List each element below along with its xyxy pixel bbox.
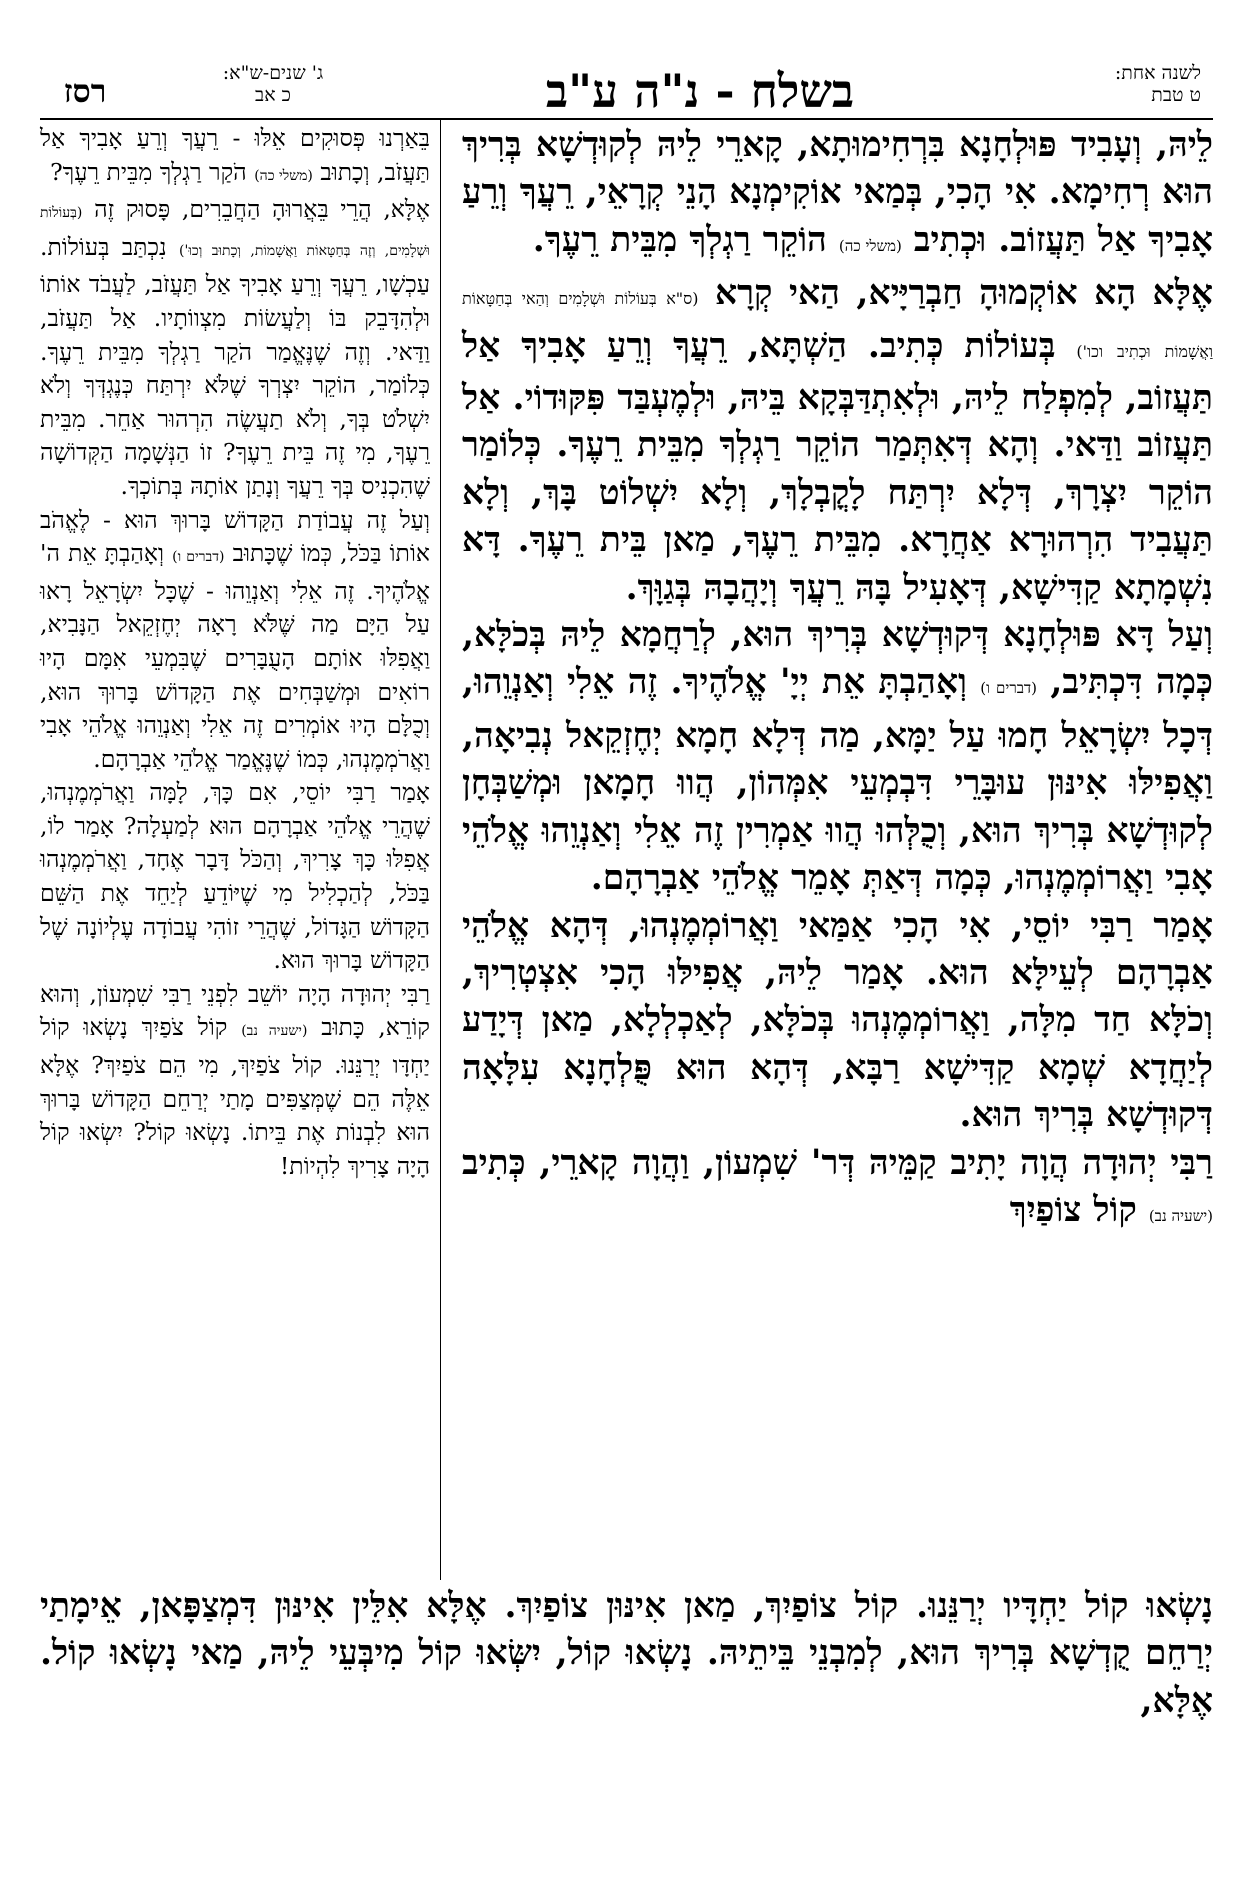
page-title: בשלח - נ"ה ע"ב [545,64,855,118]
translation-paragraph: בֵּאַרְנוּ פְּסוּקִים אֵלּוּ - רֵעֲךָ וְרֵעַ אָבִיךָ אַל תַּעֲזֹב, וְכָתוּב (משלי כה) הֹקַר רַגְלְךָ מִבֵּית רֵעֶךָ? [40,124,430,186]
main-paragraph-continuation: נָשְׂאוּ קוֹל יַחְדָּיו יְרַנֵּנוּ. קוֹל צוֹפַיִךְ, מַאן אִינּוּן צוֹפַיִךְ. אֶלָּא אִלֵּין אִינּוּן דִּמְצַפָּאן, אֵימָתַי יְרַחֵם קֻדְשָׁא בְּרִיךְ הוּא, לְמִבְנֵי בֵּיתֵיהּ. נָשְׂאוּ קוֹל, יִשְּׂאוּ קוֹל מִיבְּעֵי לֵיהּ, מַאי נָשְׂאוּ קוֹל. אֶלָּא, [40,1586,1213,1721]
verse-reference: (ישעיה נב) [1148,1206,1213,1225]
header-three-years-label: ג' שנים-ש"א: [222,62,324,84]
variant-note: (בְּעוֹלוֹת וּשְׁלָמִים, וְזֶה בְּחַטָּאוֹת וַאֲשָׁמוֹת, וְכָתוּב וְכוּ') [40,205,430,259]
main-paragraph: אֶלָּא הָא אוֹקְמוּהָ חַבְרַיָּיא, הַאי קְרָא (ס"א בְּעוֹלוֹת וּשְׁלָמִים וְהַאי בְּחַטָּאוֹת וַאֲשָׁמוֹת וּכְתִיב וכו') בְּעוֹלוֹת כְּתִיב. הַשְׁתָּא, רֵעֲךָ וְרֵעַ אָבִיךָ אַל תַּעֲזוֹב, לְמִפְלַח לֵיהּ, וּלְאִתְדַּבְּקָא בֵּיהּ, וּלְמֶעְבַּד פִּקּוּדוֹי. אַל תַּעֲזוֹב וַדַּאי. וְהָא דְּאִתְּמַר הוֹקֵר רַגְלְךָ מִבֵּית רֵעֶךָ. כְּלוֹמַר הוֹקֵר יִצְרָךְ, דְּלָא יִרְתַּח לָקֳבְלָךְ, וְלָא יִשְׁלוֹט בָּךְ, וְלָא תַּעֲבִיד הִרְהוּרָא אַחֲרָא. מִבֵּית רֵעֶךָ, מַאן בֵּית רֵעֶךָ. דָּא נִשְׁמָתָא קַדִּישָׁא, דְּאָעִיל בָּהּ רֵעֲךָ וְיָהֲבָהּ בְּגַוָּךְ. [462,273,1213,608]
variant-note: (ס"א בְּעוֹלוֹת וּשְׁלָמִים וְהַאי בְּחַטָּאוֹת וַאֲשָׁמוֹת וּכְתִיב וכו') [462,289,1213,361]
translation-paragraph: רַבִּי יְהוּדָה הָיָה יוֹשֵׁב לִפְנֵי רַבִּי שִׁמְעוֹן, וְהוּא קוֹרֵא, כָּתוּב (ישעיה נב) קוֹל צֹפַיִךְ נָשְׂאוּ קוֹל יַחְדָּו יְרַנֵּנוּ. קוֹל צֹפַיִךְ, מִי הֵם צֹפַיִךְ? אֶלָּא אֵלֶּה הֵם שֶׁמְּצַפִּים מָתַי יְרַחֵם הַקָּדוֹשׁ בָּרוּךְ הוּא לִבְנוֹת אֶת בֵּיתוֹ. נָשְׂאוּ קוֹל? יִשְׂאוּ קוֹל הָיָה צָרִיךְ לִהְיוֹת! [40,979,430,1180]
verse-reference: (דברים ו) [980,679,1037,698]
verse-reference: (משלי כה) [254,167,313,184]
main-text-column [462,122,1213,1240]
header-one-year-label: לשנה אחת: [1114,62,1201,84]
main-paragraph: רַבִּי יְהוּדָה הֲוָה יָתִיב קַמֵּיהּ דְּר' שִׁמְעוֹן, וַהֲוָה קָארֵי, כְּתִיב (ישעיה נב) קוֹל צוֹפַיִךְ [462,1142,1213,1230]
header-one-year-date: ט טבת [1151,84,1201,106]
header-study-schedule-three-years [178,62,368,120]
verse-reference: (משלי כה) [838,236,902,255]
verse-reference: (ישעיה נב) [241,1023,308,1040]
header-three-years-date: כ אב [255,84,291,106]
translation-column [40,122,430,1183]
main-paragraph: לֵיהּ, וְעָבִיד פּוּלְחָנָא בִּרְחִימוּתָא, קָארֵי לֵיהּ לְקוּדְשָׁא בְּרִיךְ הוּא רְחִימָא. אִי הָכִי, בְּמַאי אוֹקִימְנָא הָנֵי קְרָאֵי, רֵעֲךָ וְרֵעַ אָבִיךָ אַל תַּעֲזוֹב. וּכְתִיב (משלי כה) הוֹקֵר רַגְלְךָ מִבֵּית רֵעֶךָ. [462,125,1213,260]
header-divider [40,118,1213,120]
translation-paragraph: וְעַל זֶה עֲבוֹדַת הַקָּדוֹשׁ בָּרוּךְ הוּא - לֶאֱהֹב אוֹתוֹ בַּכֹּל, כְּמוֹ שֶׁכָּתוּב (דברים ו) וְאָהַבְתָּ אֵת ה' אֱלֹהֶיךָ. זֶה אֵלִי וְאַנְוֵהוּ - שֶׁכָּל יִשְׂרָאֵל רָאוּ עַל הַיָּם מַה שֶּׁלֹּא רָאָה יְחֶזְקֵאל הַנָּבִיא, וַאֲפִלּוּ אוֹתָם הָעֻבָּרִים שֶׁבִּמְעֵי אִמָּם הָיוּ רוֹאִים וּמְשַׁבְּחִים אֶת הַקָּדוֹשׁ בָּרוּךְ הוּא, וְכֻלָּם הָיוּ אוֹמְרִים זֶה אֵלִי וְאַנְוֵהוּ אֱלֹהֵי אָבִי וַאֲרֹמְמֶנְהוּ, כְּמוֹ שֶׁנֶּאֱמַר אֱלֹהֵי אַבְרָהָם. [40,505,430,773]
main-text-continuation [40,1583,1213,1725]
verse-reference: (דברים ו) [172,549,225,566]
translation-paragraph: אָמַר רַבִּי יוֹסֵי, אִם כָּךְ, לָמָּה וַאֲרֹמְמֶנְהוּ, שֶׁהֲרֵי אֱלֹהֵי אַבְרָהָם הוּא לְמַעְלָה? אָמַר לוֹ, אֲפִלּוּ כָּךְ צָרִיךְ, וְהַכֹּל דָּבָר אֶחָד, וַאֲרֹמְמֶנְהוּ בַּכֹּל, לְהַכְלִיל מִי שֶׁיּוֹדֵעַ לְיַחֵד אֶת הַשֵּׁם הַקָּדוֹשׁ הַגָּדוֹל, שֶׁהֲרֵי זוֹהִי עֲבוֹדָה עֶלְיוֹנָה שֶׁל הַקָּדוֹשׁ בָּרוּךְ הוּא. [40,778,430,975]
main-paragraph: אָמַר רַבִּי יוֹסֵי, אִי הָכִי אַמַּאי וַאֲרוֹמְמֶנְהוּ, דְּהָא אֱלֹהֵי אַבְרָהָם לְעֵילָּא הוּא. אָמַר לֵיהּ, אֲפִילּוּ הָכִי אִצְטְרִיךְ, וְכֹלָּא חַד מִלָּה, וַאֲרוֹמְמֶנְהוּ בְּכֹלָּא, לְאַכְלְלָא, מַאן דְּיָדַע לְיַחֲדָא שְׁמָא קַדִּישָׁא רַבָּא, דְּהָא הוּא פֻּלְחָנָא עִלָּאָה דְּקוּדְשָׁא בְּרִיךְ הוּא. [462,905,1214,1136]
column-divider [440,120,441,1580]
header-study-schedule-one-year [1115,62,1201,120]
page-number: רסז [63,72,107,110]
main-paragraph: וְעַל דָּא פּוּלְחָנָא דְּקוּדְשָׁא בְּרִיךְ הוּא, לְרַחֲמָא לֵיהּ בְּכֹלָּא, כְּמָה דִּכְתִּיב, (דברים ו) וְאָהַבְתָּ אֵת יְיָ' אֱלֹהֶיךָ. זֶה אֵלִי וְאַנְוֵהוּ, דְּכָל יִשְׂרָאֵל חָמוּ עַל יַמָּא, מַה דְּלָא חָמָא יְחֶזְקֵאל נְבִיאָה, וַאֲפִילּוּ אִינּוּן עוּבָּרֵי דִּבְמְעֵי אִמְּהוֹן, הֲווּ חָמָאן וּמְשַׁבְּחָן לְקוּדְשָׁא בְּרִיךְ הוּא, וְכֻלְּהוּ הֲווּ אַמְרִין זֶה אֵלִי וְאַנְוֵהוּ אֱלֹהֵי אָבִי וַאֲרוֹמְמֶנְהוּ, כְּמָה דְּאַתְּ אָמֵר אֱלֹהֵי אַבְרָהָם. [462,615,1213,899]
translation-paragraph: אֶלָּא, הֲרֵי בֵּאֲרוּהָ הַחֲבֵרִים, פָּסוּק זֶה (בְּעוֹלוֹת וּשְׁלָמִים, וְזֶה בְּחַטָּאוֹת וַאֲשָׁמוֹת, וְכָתוּב וְכוּ') נִכְתַּב בְּעוֹלוֹת. עַכְשָׁו, רֵעֲךָ וְרֵעַ אָבִיךָ אַל תַּעֲזֹב, לַעֲבֹד אוֹתוֹ וּלְהִדָּבֵק בּוֹ וְלַעֲשׂוֹת מִצְווֹתָיו. אַל תַּעֲזֹב, וַדַּאי. וְזֶה שֶׁנֶּאֱמַר הֹקַר רַגְלְךָ מִבֵּית רֵעֶךָ. כְּלוֹמַר, הוֹקֵר יִצְרְךָ שֶׁלֹּא יִרְתַּח כְּנֶגְדְּךָ וְלֹא יִשְׁלֹט בְּךָ, וְלֹא תַעֲשֶׂה הִרְהוּר אַחֵר. מִבֵּית רֵעֶךָ, מִי זֶה בֵּית רֵעֶךָ? זוֹ הַנְּשָׁמָה הַקְּדוֹשָׁה שֶׁהִכְנִיס בְּךָ רֵעֲךָ וְנָתַן אוֹתָהּ בְּתוֹכְךָ. [40,195,430,500]
